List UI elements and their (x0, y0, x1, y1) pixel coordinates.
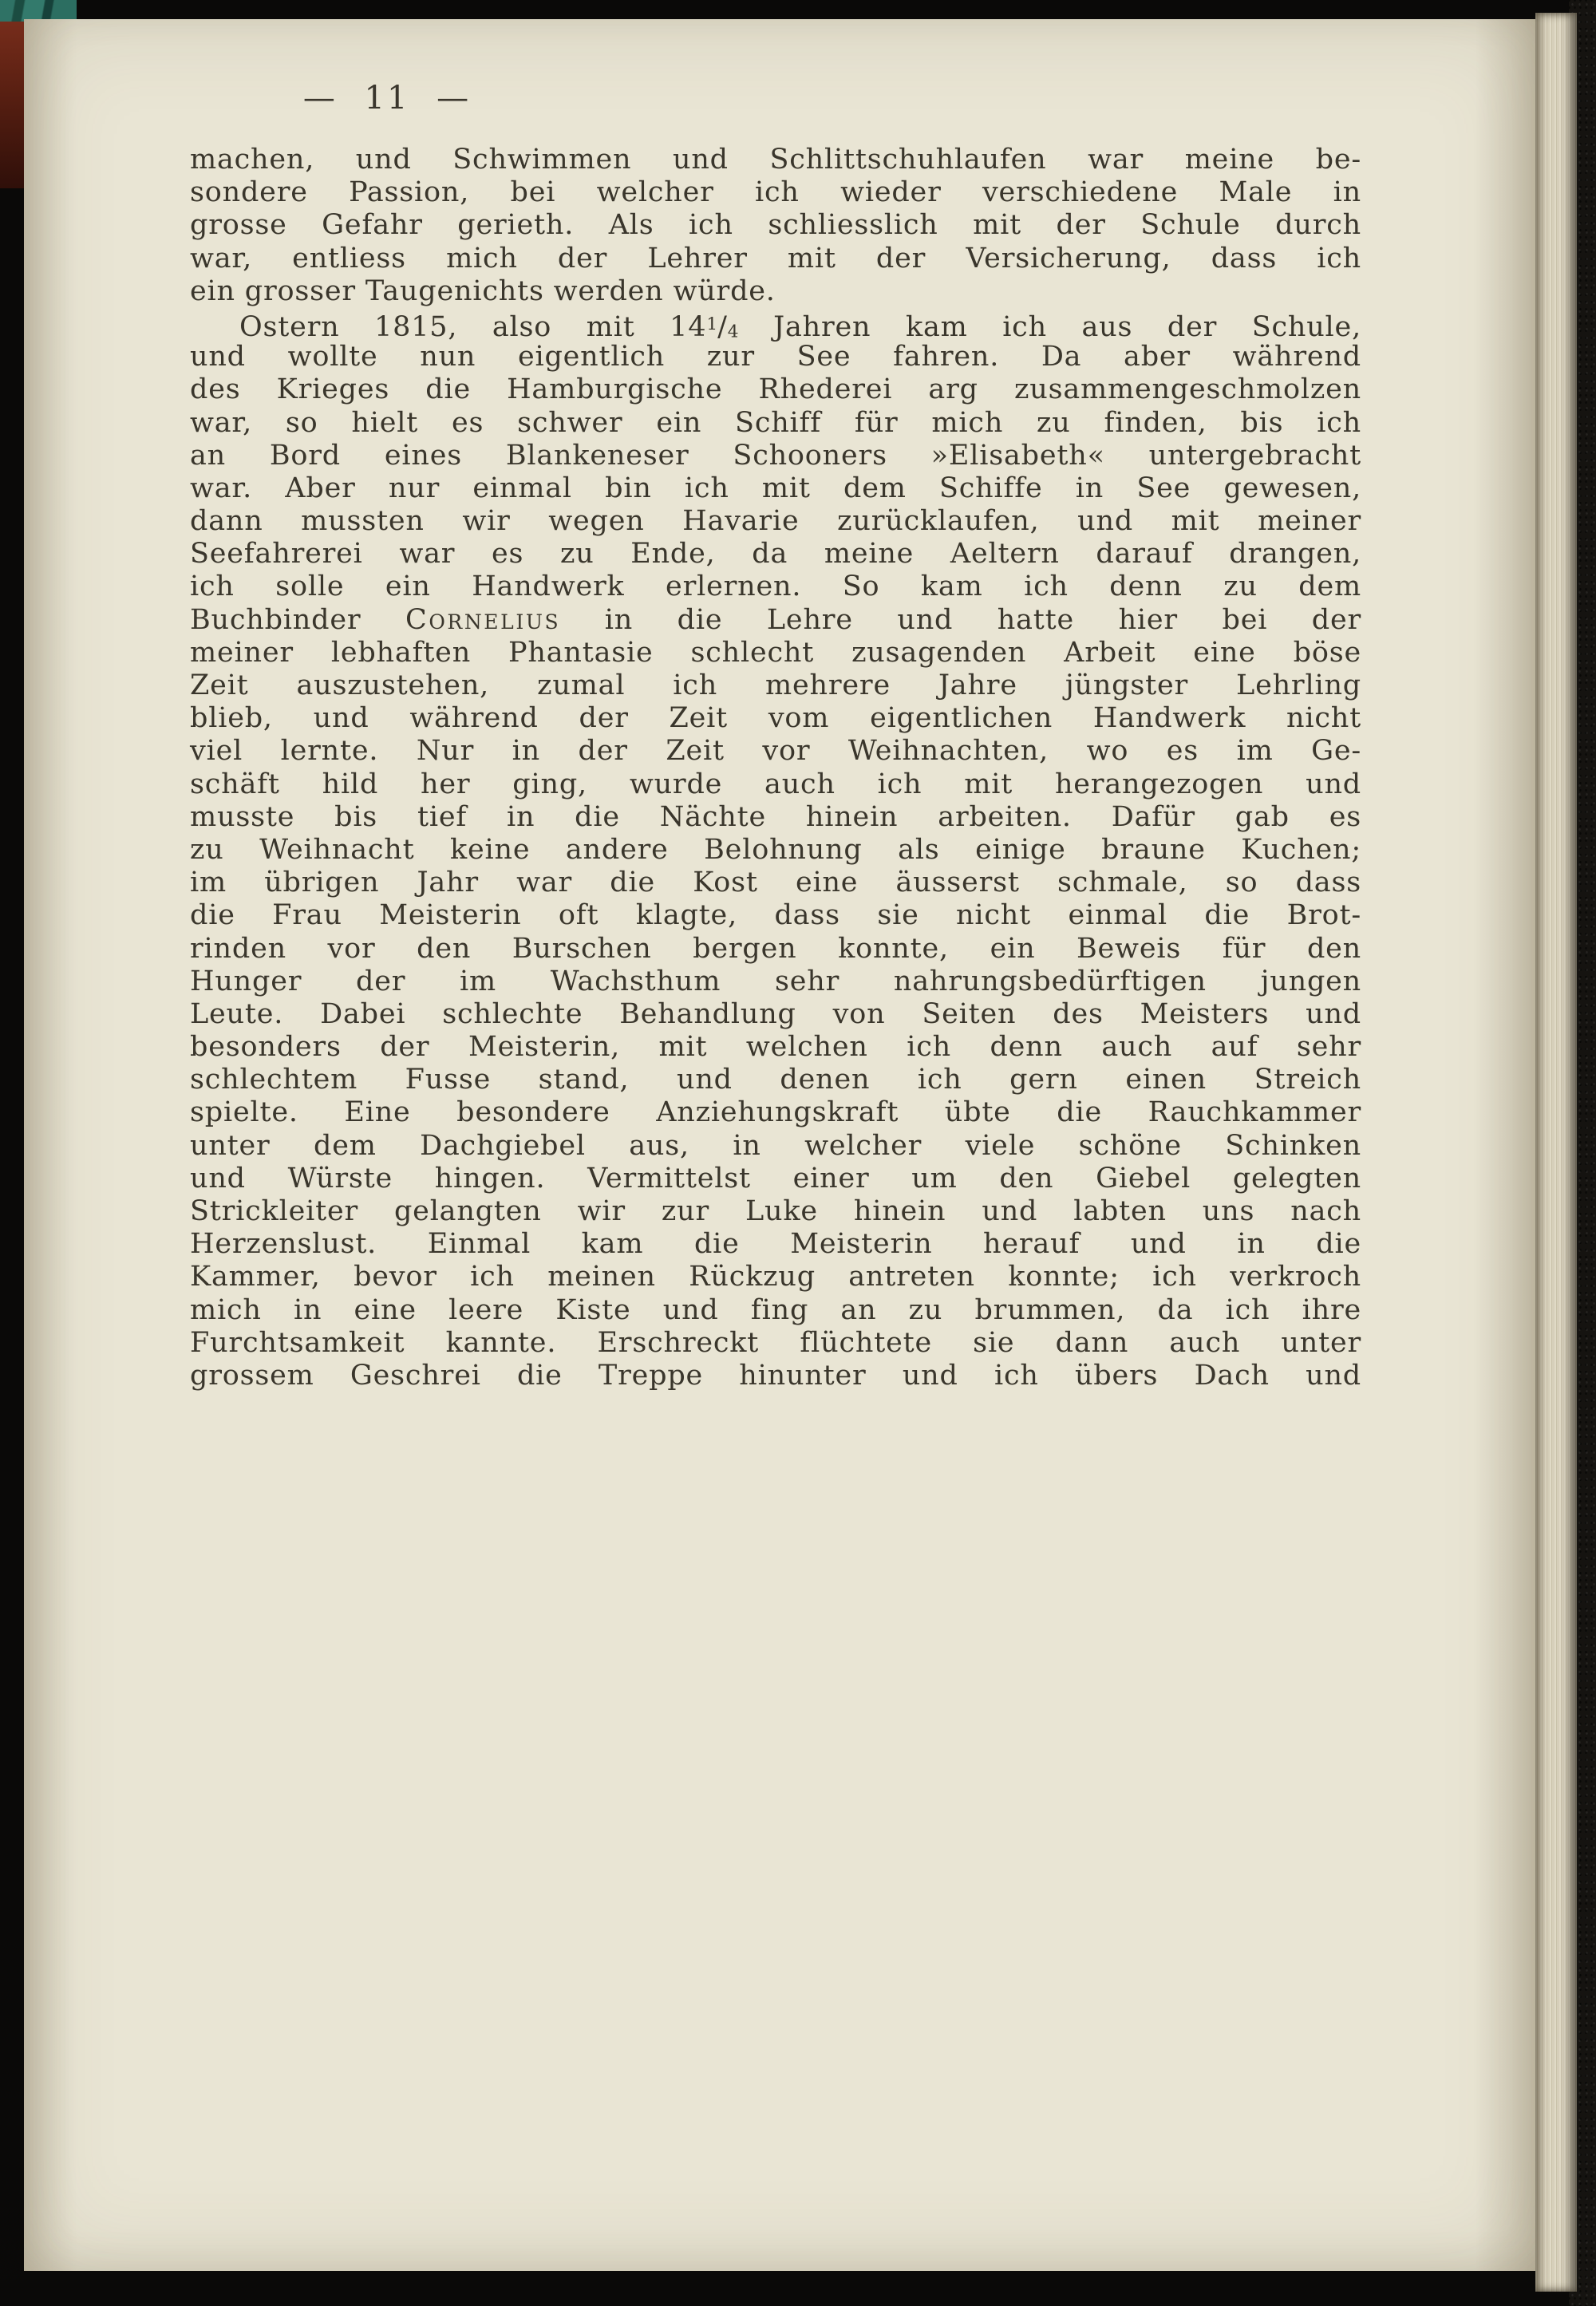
text-segment: Jahren kam ich aus der Schule, (738, 311, 1361, 344)
text-line: und Würste hingen. Vermittelst einer um den Giebel gelegten (190, 1162, 1361, 1194)
text-line: spielte. Eine besondere Anziehungskraft übte die Rauchkammer (190, 1096, 1361, 1129)
text-segment: / (717, 311, 728, 344)
text-segment: 4 (727, 322, 739, 342)
text-line: war, entliess mich der Lehrer mit der Versicherung, dass ich (190, 242, 1361, 274)
text-line: schäft hild her ging, wurde auch ich mit herangezogen und (190, 768, 1361, 800)
text-line: war, so hielt es schwer ein Schiff für mich zu finden, bis ich (190, 406, 1361, 439)
text-line: Hunger der im Wachsthum sehr nahrungsbedürftigen jungen (190, 965, 1361, 997)
text-line: besonders der Meisterin, mit welchen ich denn auch auf sehr (190, 1031, 1361, 1064)
text-line: die Frau Meisterin oft klagte, dass sie nicht einmal die Brot- (190, 899, 1361, 932)
text-line: meiner lebhaften Phantasie schlecht zusagenden Arbeit eine böse (190, 636, 1361, 669)
text-segment: in die Lehre und hatte hier bei der (560, 603, 1361, 636)
text-line: des Krieges die Hamburgische Rhederei arg zusammengeschmolzen (190, 373, 1361, 406)
text-line: grosse Gefahr gerieth. Als ich schliesslich mit der Schule durch (190, 209, 1361, 242)
text-segment: Ostern 1815, also mit 14 (239, 311, 707, 344)
text-line: im übrigen Jahr war die Kost eine äusserst schmale, so dass (190, 867, 1361, 899)
text-block (190, 144, 1361, 1392)
text-line: dann mussten wir wegen Havarie zurücklaufen, und mit meiner (190, 505, 1361, 538)
text-line: machen, und Schwimmen und Schlittschuhlaufen war meine be- (190, 144, 1361, 176)
text-segment: 1 (706, 314, 718, 334)
person-name: Cornelius (405, 603, 561, 636)
text-line: ein grosser Taugenichts werden würde. (190, 274, 776, 307)
text-line: war. Aber nur einmal bin ich mit dem Schiffe in See gewesen, (190, 472, 1361, 504)
text-line: zu Weihnacht keine andere Belohnung als einige braune Kuchen; (190, 833, 1361, 866)
text-line: grossem Geschrei die Treppe hinunter und ich übers Dach und (190, 1359, 1361, 1392)
text-line: sondere Passion, bei welcher ich wieder verschiedene Male in (190, 176, 1361, 209)
text-line: Leute. Dabei schlechte Behandlung von Seiten des Meisters und (190, 997, 1361, 1030)
spine-red-edge (0, 13, 24, 188)
text-line: blieb, und während der Zeit vom eigentlichen Handwerk nicht (190, 702, 1361, 735)
text-line: und wollte nun eigentlich zur See fahren. Da aber während (190, 341, 1361, 373)
text-line (190, 308, 1361, 344)
text-line: musste bis tief in die Nächte hinein arbeiten. Dafür gab es (190, 800, 1361, 833)
text-line: unter dem Dachgiebel aus, in welcher viele schöne Schinken (190, 1129, 1361, 1162)
text-line (190, 604, 1361, 637)
text-line: Seefahrerei war es zu Ende, da meine Aeltern darauf drangen, (190, 538, 1361, 571)
text-line: Herzenslust. Einmal kam die Meisterin herauf und in die (190, 1228, 1361, 1261)
text-line: Kammer, bevor ich meinen Rückzug antreten konnte; ich verkroch (190, 1261, 1361, 1293)
text-line: an Bord eines Blankeneser Schooners »Elisabeth« untergebracht (190, 439, 1361, 472)
page-number-header: — 11 — (302, 80, 472, 116)
text-line: ich solle ein Handwerk erlernen. So kam ich denn zu dem (190, 571, 1361, 603)
text-line: viel lernte. Nur in der Zeit vor Weihnachten, wo es im Ge- (190, 735, 1361, 768)
page-fore-edge (1535, 13, 1577, 2292)
text-line: Strickleiter gelangten wir zur Luke hinein und labten uns nach (190, 1195, 1361, 1227)
text-segment: Buchbinder (190, 603, 405, 636)
book-page (24, 19, 1535, 2271)
text-line: Furchtsamkeit kannte. Erschreckt flüchtete sie dann auch unter (190, 1326, 1361, 1359)
text-line: mich in eine leere Kiste und fing an zu brummen, da ich ihre (190, 1293, 1361, 1326)
text-line: schlechtem Fusse stand, und denen ich gern einen Streich (190, 1064, 1361, 1096)
text-line: rinden vor den Burschen bergen konnte, ein Beweis für den (190, 932, 1361, 965)
text-line: Zeit auszustehen, zumal ich mehrere Jahre jüngster Lehrling (190, 669, 1361, 701)
marbled-paper-corner (0, 0, 77, 22)
